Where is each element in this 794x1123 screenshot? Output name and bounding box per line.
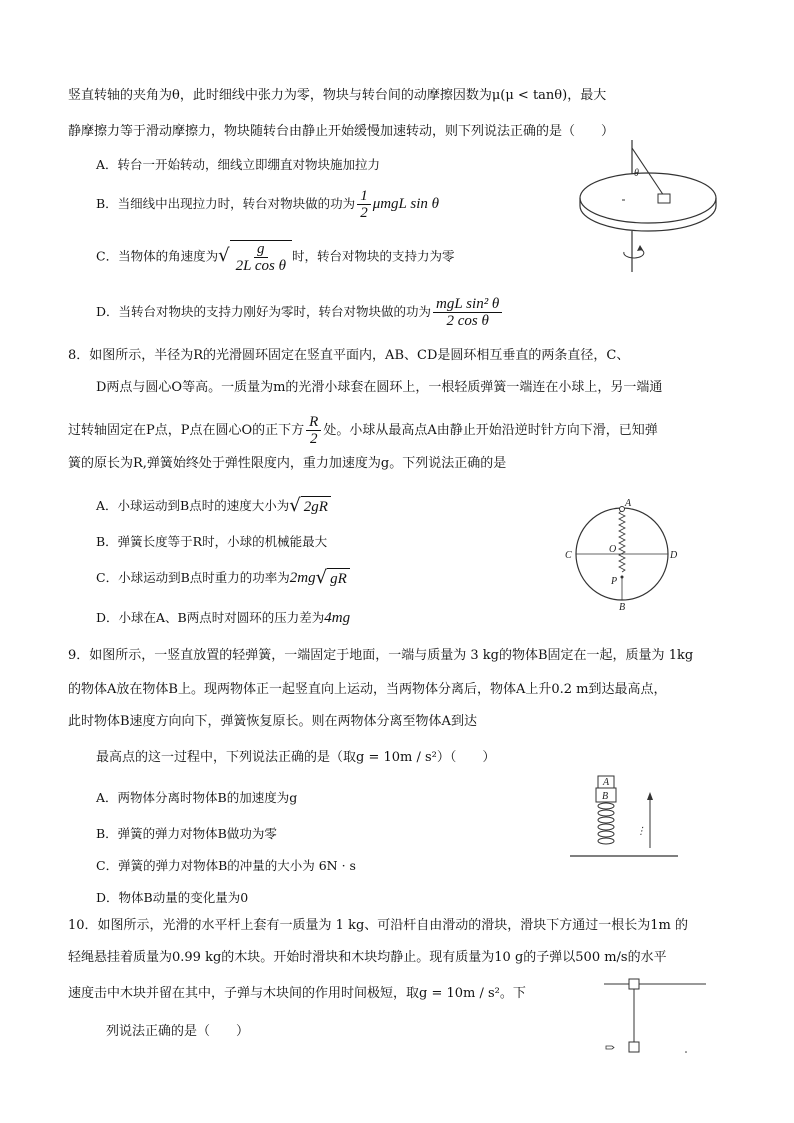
q8-line3-den: 2 <box>309 431 318 447</box>
q8-option-c-radicand: gR <box>327 568 350 589</box>
q8-line2: D两点与圆心O等高。一质量为m的光滑小球套在圆环上，一根轻质弹簧一端连在小球上，另一端通 <box>96 380 663 395</box>
q8-option-c-sqrt: √ gR <box>316 568 350 589</box>
q10-line3: 速度击中木块并留在其中，子弹与木块间的作用时间极短，取g = 10m / s²。下 <box>68 986 526 1001</box>
q7-option-c-sqrt: √ $\frac{g}{\text{2L cos θ}}$ <box>218 240 292 274</box>
q10-pendulum-figure <box>600 976 710 1056</box>
q8-line3-fraction <box>306 414 321 447</box>
q8-label-o: O <box>609 544 617 555</box>
q9-spring-blocks-figure <box>566 772 686 862</box>
q8-option-b: B．弹簧长度等于R时，小球的机械能最大 <box>96 534 328 549</box>
q8-label-p: P <box>611 576 618 587</box>
q9-spring <box>598 803 614 844</box>
q7-rotation-arrowhead-icon <box>637 245 643 251</box>
q9-option-b: B．弹簧的弹力对物体B做功为零 <box>96 826 277 841</box>
q7-block <box>658 194 670 203</box>
q8-line3 <box>68 414 658 447</box>
q9-line3: 此时物体B速度方向向下，弹簧恢复原长。则在两物体分离至物体A到达 <box>68 714 477 729</box>
q7-turntable-top <box>580 173 716 223</box>
q10-bullet-icon <box>606 1046 614 1049</box>
q10-line4: 列说法正确的是（ ） <box>106 1024 250 1039</box>
q7-option-d <box>96 296 504 329</box>
q8-line3-post: 处。小球从最高点A由静止开始沿逆时针方向下滑，已知弹 <box>323 423 658 438</box>
q8-line3-text: 过转轴固定在P点，P点在圆心O的正下方 <box>68 423 305 438</box>
q8-option-a <box>96 496 331 517</box>
q7-theta-label: θ <box>634 168 639 179</box>
q8-line4: 簧的原长为R,弹簧始终处于弹性限度内，重力加速度为g。下列说法正确的是 <box>68 456 507 471</box>
q9-label-a: A <box>603 777 610 788</box>
q8-option-a-sqrt: √ 2gR <box>289 496 331 517</box>
q9-line4: 最高点的这一过程中，下列说法正确的是（取g = 10m / s²）（ ） <box>96 750 496 765</box>
q8-pivot-p <box>621 576 624 579</box>
q10-dot-mark <box>685 1051 687 1053</box>
q7-option-b <box>96 188 439 221</box>
q8-option-d-text: D．小球在A、B两点时对圆环的压力差为 <box>96 610 325 625</box>
q10-block <box>629 1042 639 1052</box>
q9-line2: 的物体A放在物体B上。现两物体正一起竖直向上运动，当两物体分离后，物体A上升0.2 m到达最高点， <box>68 682 667 697</box>
q10-slider <box>629 979 639 989</box>
q10-line2: 轻绳悬挂着质量为0.99 kg的木块。开始时滑块和木块均静止。现有质量为10 g的子弹以500 m/s的水平 <box>68 950 667 965</box>
q8-option-c <box>96 568 350 589</box>
q8-label-c: C <box>565 550 572 561</box>
q7-option-b-den: 2 <box>360 205 368 221</box>
q7-option-b-text: B．当细线中出现拉力时，转台对物块做的功为 <box>96 196 356 211</box>
q7-option-d-fraction <box>433 296 502 329</box>
q9-option-c: C．弹簧的弹力对物体B的冲量的大小为 6N · s <box>96 858 356 873</box>
q8-option-d-value: 4mg <box>324 610 351 626</box>
q7-line1: 竖直转轴的夹角为θ，此时细线中张力为零，物块与转台间的动摩擦因数为μ(μ < tanθ)，最大 <box>68 88 607 103</box>
q9-label-b: B <box>602 791 609 802</box>
q8-option-a-text: A．小球运动到B点时的速度大小为 <box>96 498 290 513</box>
q7-option-c-den: 2L cos θ <box>235 258 286 274</box>
q8-line1: 8．如图所示，半径为R的光滑圆环固定在竖直平面内，AB、CD是圆环相互垂直的两条直径，C、 <box>68 348 630 363</box>
q7-option-d-text: D．当转台对物块的支持力刚好为零时，转台对物块做的功为 <box>96 304 432 319</box>
q8-option-c-text: C．小球运动到B点时重力的功率为 <box>96 570 290 585</box>
q9-line1: 9．如图所示，一竖直放置的轻弹簧，一端固定于地面，一端与质量为 3 kg的物体B固定在一起，质量为 1kg <box>68 648 694 663</box>
q8-option-a-radicand: 2gR <box>301 496 331 517</box>
q7-option-c-num: g <box>254 241 268 258</box>
q8-label-d: D <box>670 550 678 561</box>
q8-ring-figure <box>562 498 682 622</box>
q7-option-b-expr: μmgL sin θ <box>372 196 439 212</box>
q7-line2: 静摩擦力等于滑动摩擦力，物块随转台由静止开始缓慢加速转动，则下列说法正确的是（ ） <box>68 124 615 139</box>
q8-line3-num: R <box>306 414 321 431</box>
q7-option-d-den: 2 cos θ <box>446 313 489 329</box>
q7-turntable-figure <box>574 140 724 280</box>
q7-option-b-fraction <box>357 188 371 221</box>
q9-arrowhead-icon <box>647 792 653 800</box>
q10-line1: 10．如图所示，光滑的水平杆上套有一质量为 1 kg、可沿杆自由滑动的滑块，滑块下方通过一根长为1m 的 <box>68 918 689 933</box>
q7-option-c-text: C．当物体的角速度为 <box>96 248 219 264</box>
q7-option-a: A．转台一开始转动，细线立即绷直对物块施加拉力 <box>96 157 381 172</box>
q9-dot-mark: ⋮ <box>636 826 646 837</box>
q8-label-a: A <box>625 498 632 509</box>
q9-option-a: A．两物体分离时物体B的加速度为g <box>96 790 298 805</box>
q7-option-b-num: 1 <box>357 188 371 205</box>
q7-option-c-post: 时，转台对物块的支持力为零 <box>292 248 455 264</box>
q8-label-b: B <box>619 602 626 613</box>
q8-option-c-coef: 2mg <box>289 570 316 586</box>
q7-option-d-num: mgL sin² θ <box>433 296 502 313</box>
q9-option-d: D．物体B动量的变化量为0 <box>96 890 249 905</box>
q8-spring <box>619 510 625 572</box>
q7-option-c <box>96 240 455 274</box>
q8-ball <box>620 507 625 512</box>
q8-option-d <box>96 608 350 628</box>
